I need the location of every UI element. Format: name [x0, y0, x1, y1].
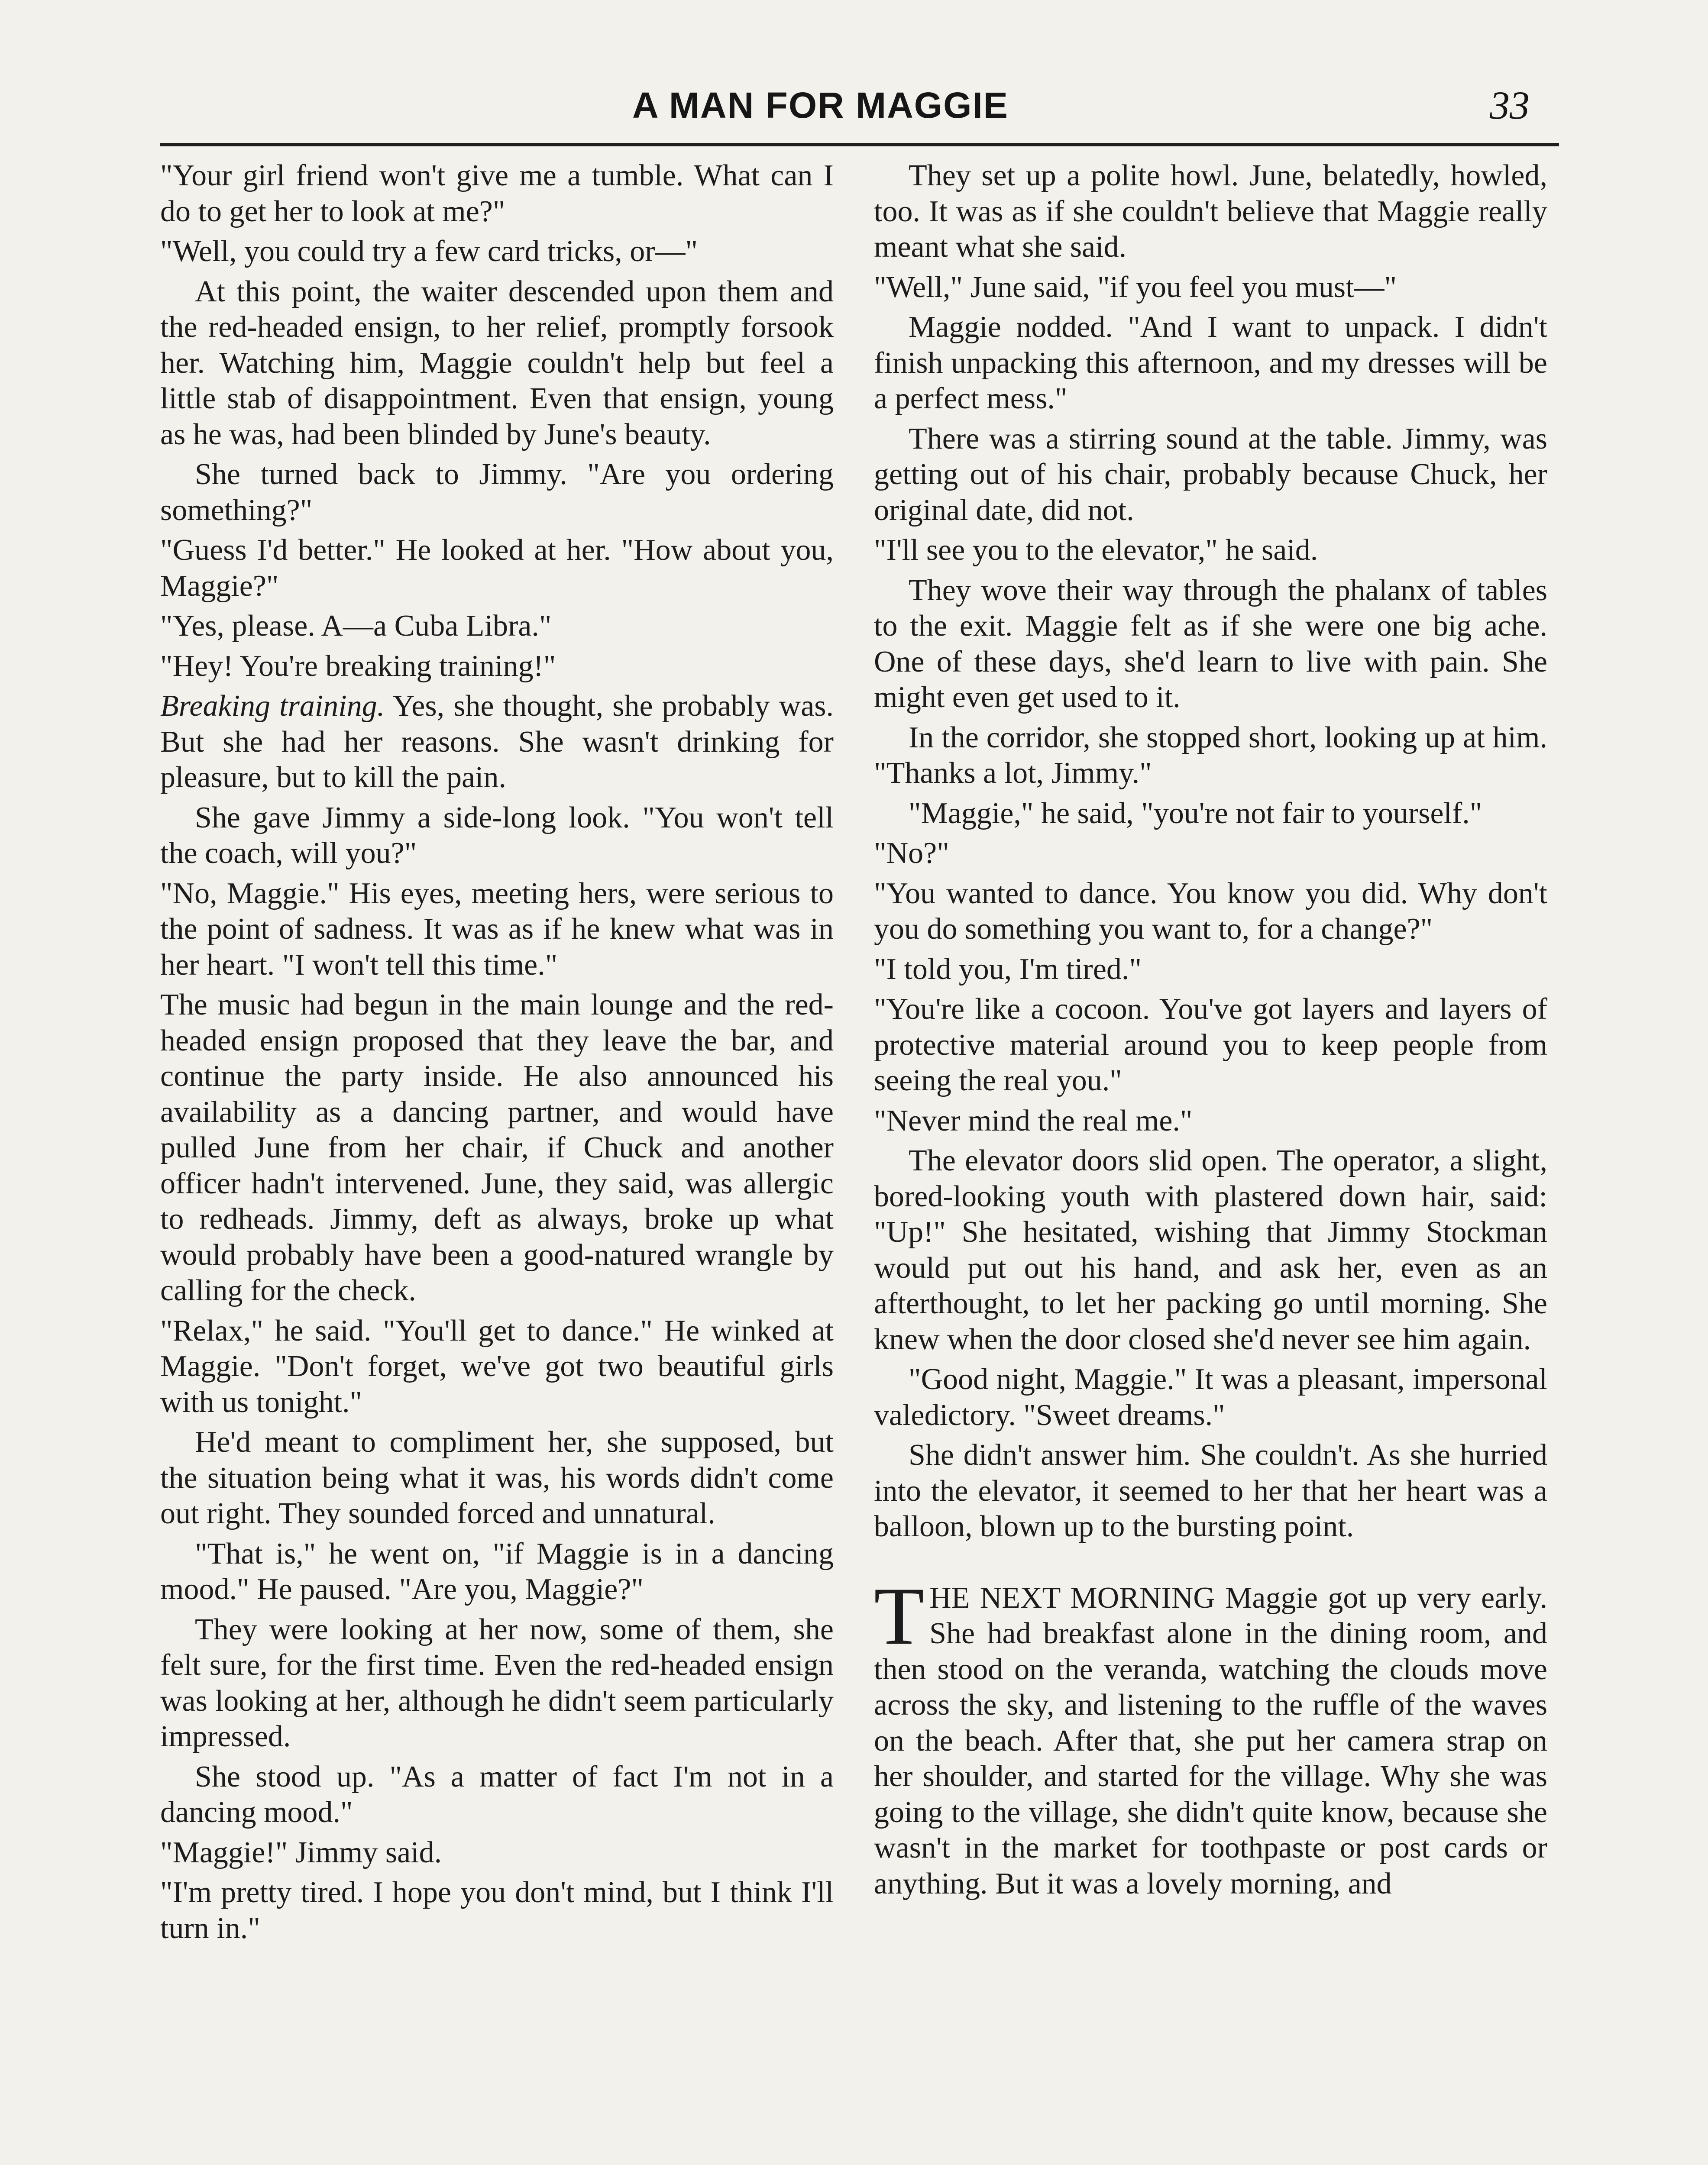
paragraph: "Relax," he said. "You'll get to dance." He winked at Maggie. "Don't forget, we've got two beautiful girls with us tonight." — [160, 1314, 834, 1419]
paragraph: "Maggie," he said, "you're not fair to yourself." — [909, 796, 1482, 830]
paragraph: "Hey! You're breaking training!" — [160, 649, 556, 683]
paragraph: They wove their way through the phalanx of tables to the exit. Maggie felt as if she were one big ache. One of these days, she'd learn to live with pain. She might even get used to it. — [874, 573, 1547, 714]
paragraph: She didn't answer him. She couldn't. As she hurried into the elevator, it seemed to her that her heart was a balloon, blown up to the bursting point. — [874, 1438, 1547, 1543]
paragraph: The music had begun in the main lounge and the red-headed ensign proposed that they leave the bar, and continue the party inside. He also announced his availability as a dancing partner, and would have pulled June from her chair, if Chuck and another officer hadn't intervened. June, they said, was allergic to redheads. Jimmy, deft as always, broke up what would probably have been a good-natured wrangle by calling for the check. — [160, 988, 834, 1307]
paragraph: "You're like a cocoon. You've got layers and layers of protective material around you to keep people from seeing the real you." — [874, 992, 1547, 1097]
paragraph: "Good night, Maggie." It was a pleasant, impersonal valedictory. "Sweet dreams." — [874, 1363, 1547, 1432]
lead-in-caps: HE NEXT MORNING — [929, 1581, 1215, 1615]
paragraph-italic-lead — [160, 688, 834, 796]
paragraph: "That is," he went on, "if Maggie is in a dancing mood." He paused. "Are you, Maggie?" — [160, 1537, 834, 1606]
paragraph: "Guess I'd better." He looked at her. "How about you, Maggie?" — [160, 533, 834, 603]
paragraph: He'd meant to compliment her, she supposed, but the situation being what it was, his words didn't come out right. They sounded forced and unnatural. — [160, 1425, 834, 1530]
section-text: Maggie got up very early. She had breakfast alone in the dining room, and then stood on the veranda, watching the clouds move across the sky, and listening to the ruffle of the waves on the beach. After that, she put her camera strap on her shoulder, and started for the village. Why she was going to the village, she didn't quite know, because she wasn't in the market for toothpaste or post cards or anything. But it was a lovely morning, and — [874, 1581, 1547, 1900]
paragraph: "Well, you could try a few card tricks, or—" — [160, 235, 698, 268]
paragraph: Breaking training. Yes, she thought, she probably was. But she had her reasons. She wasn't drinking for pleasure, but to kill the pain. — [160, 689, 834, 794]
paragraph: Maggie nodded. "And I want to unpack. I didn't finish unpacking this afternoon, and my dresses will be a perfect mess." — [874, 310, 1547, 415]
paragraph: "You wanted to dance. You know you did. Why don't you do something you want to, for a change?" — [874, 876, 1547, 946]
left-column — [160, 158, 834, 1951]
paragraph: "Maggie!" Jimmy said. — [160, 1835, 442, 1869]
page-number: 33 — [1490, 83, 1530, 127]
paragraph: "Well," June said, "if you feel you must—" — [874, 270, 1397, 304]
paragraph: "I'll see you to the elevator," he said. — [874, 533, 1318, 567]
paragraph: In the corridor, she stopped short, looking up at him. "Thanks a lot, Jimmy." — [874, 721, 1547, 790]
paragraph: "I'm pretty tired. I hope you don't mind, but I think I'll turn in." — [160, 1876, 834, 1945]
paragraph: "I told you, I'm tired." — [874, 952, 1142, 986]
paragraph: "Yes, please. A—a Cuba Libra." — [160, 609, 552, 643]
paragraph: At this point, the waiter descended upon them and the red-headed ensign, to her relief, promptly forsook her. Watching him, Maggie couldn't help but feel a little stab of disappointment. Even that ensign, young as he was, had been blinded by June's beauty. — [160, 275, 834, 451]
paragraph: They set up a polite howl. June, belatedly, howled, too. It was as if she couldn't believe that Maggie really meant what she said. — [874, 159, 1547, 264]
paragraph: The elevator doors slid open. The operator, a slight, bored-looking youth with plastered down hair, said: "Up!" She hesitated, wishing that Jimmy Stockman would put out his hand, and ask her, even as an afterthought, to let her packing go until morning. She knew when the door closed she'd never see him again. — [874, 1144, 1547, 1356]
paragraph: "Your girl friend won't give me a tumble. What can I do to get her to look at me?" — [160, 159, 834, 228]
section-opening-paragraph — [874, 1570, 1547, 1902]
running-title: A MAN FOR MAGGIE — [632, 85, 1009, 126]
paragraph: There was a stirring sound at the table. Jimmy, was getting out of his chair, probably because Chuck, her original date, did not. — [874, 422, 1547, 527]
paragraph: They were looking at her now, some of them, she felt sure, for the first time. Even the red-headed ensign was looking at her, although he didn't seem particularly impressed. — [160, 1612, 834, 1753]
italic-phrase: Breaking training. — [160, 689, 385, 723]
paragraph: "No?" — [874, 837, 949, 870]
drop-cap: T — [874, 1570, 925, 1662]
paragraph: "Never mind the real me." — [874, 1104, 1193, 1137]
paragraph: She gave Jimmy a side-long look. "You won't tell the coach, will you?" — [160, 801, 834, 870]
paragraph: She turned back to Jimmy. "Are you ordering something?" — [160, 458, 834, 527]
paragraph: She stood up. "As a matter of fact I'm not in a dancing mood." — [160, 1760, 834, 1829]
paragraph: "No, Maggie." His eyes, meeting hers, were serious to the point of sadness. It was as if he knew what was in her heart. "I won't tell this time." — [160, 876, 834, 982]
header-rule — [160, 143, 1559, 146]
right-column — [874, 158, 1547, 1906]
